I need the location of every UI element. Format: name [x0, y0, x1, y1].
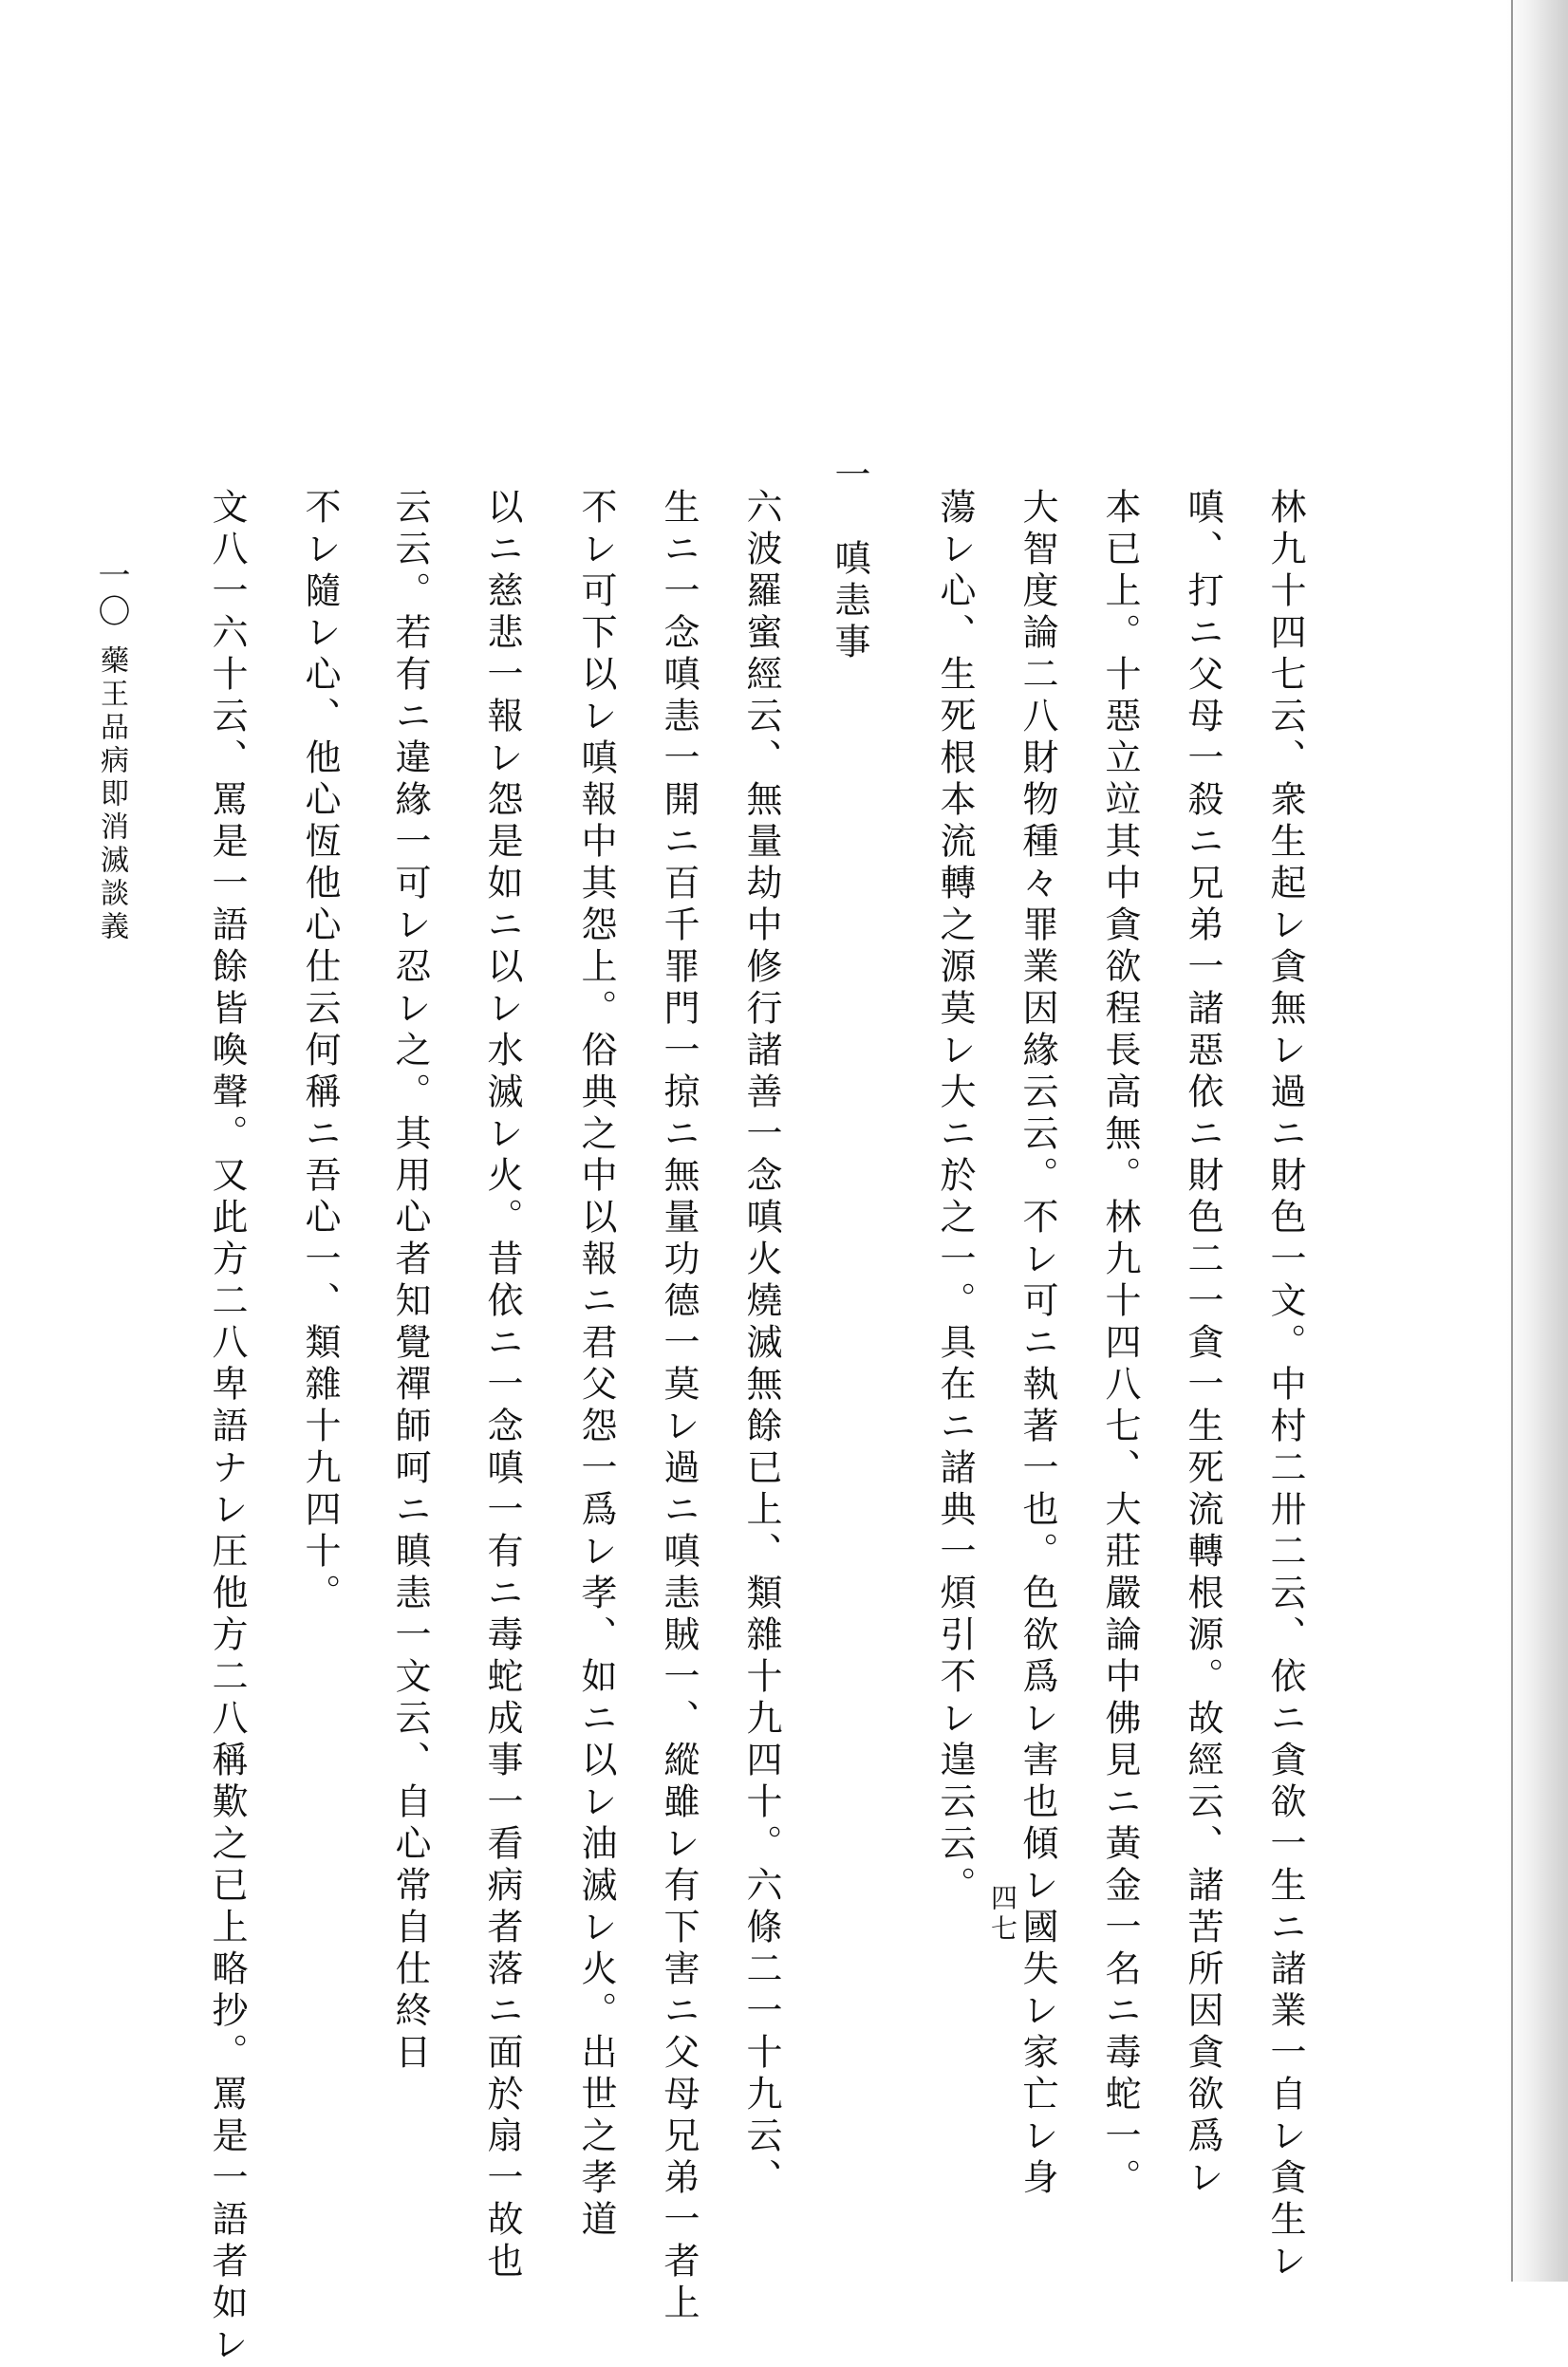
text-column: 生ニ一念嗔恚一開ニ百千罪門一掠ニ無量功德一莫レ過ニ嗔恚賊一、縱雖レ有下害ニ父母兄弟一者上 — [658, 488, 700, 2325]
text-column: 嗔、打ニ父母一殺ニ兄弟一諸惡依ニ財色二一貪一生死流轉根源。故經云、諸苦所因貪欲爲レ — [1182, 488, 1223, 2200]
running-title: 藥王品病即消滅談義 — [95, 645, 128, 944]
text-column: 文八一六十云、罵是一語餘皆喚聲。又此方二八卑語ナレ圧他方二八稱歎之已上略抄。罵是一語者如レ — [206, 488, 248, 2367]
binding-line — [1511, 0, 1513, 2282]
text-column: 不レ隨レ心、他心恆他心仕云何稱ニ吾心一、類雜十九四十。 — [299, 488, 341, 1615]
text-column: 云云。若有ニ違緣一可レ忍レ之。其用心者知覺禪師呵ニ瞋恚一文云、自心常自仕終日 — [389, 488, 431, 2075]
section-heading: 一 嗔恚事 — [829, 456, 870, 664]
text-column: 不レ可下以レ嗔報中其怨上。俗典之中以報ニ君父怨一爲レ孝、如ニ以レ油滅レ火。出世之孝道 — [575, 488, 617, 2242]
binding-edge — [1507, 0, 1568, 2282]
page-number-left: 一〇 — [92, 558, 130, 630]
text-column: 六波羅蜜經云、無量劫中修行諸善一念嗔火燒滅無餘已上、類雜十九四十。六條二一十九云、 — [740, 488, 782, 2200]
text-column: 蕩レ心、生死根本流轉之源莫レ大ニ於之一。具在ニ諸典一煩引不レ遑云云。 — [934, 488, 976, 1908]
page-number-right: 四七 — [987, 1884, 1018, 1945]
text-column: 林九十四七云、衆生起レ貪無レ過ニ財色一文。中村二卅二云、依ニ貪欲一生ニ諸業一自レ貪生レ — [1264, 488, 1306, 2283]
text-column: 以ニ慈悲一報レ怨是如ニ以レ水滅レ火。昔依ニ一念嗔一有ニ毒蛇成事一看病者落ニ面於扇一故也 — [481, 488, 523, 2283]
text-column: 本已上。十惡立竝其中貪欲程長高無。林九十四八七、大莊嚴論中佛見ニ黃金一名ニ毒蛇一。 — [1099, 488, 1141, 2200]
text-column: 大智度論二八財物種々罪業因緣云云。不レ可ニ執著一也。色欲爲レ害也傾レ國失レ家亡レ身 — [1017, 488, 1058, 2200]
